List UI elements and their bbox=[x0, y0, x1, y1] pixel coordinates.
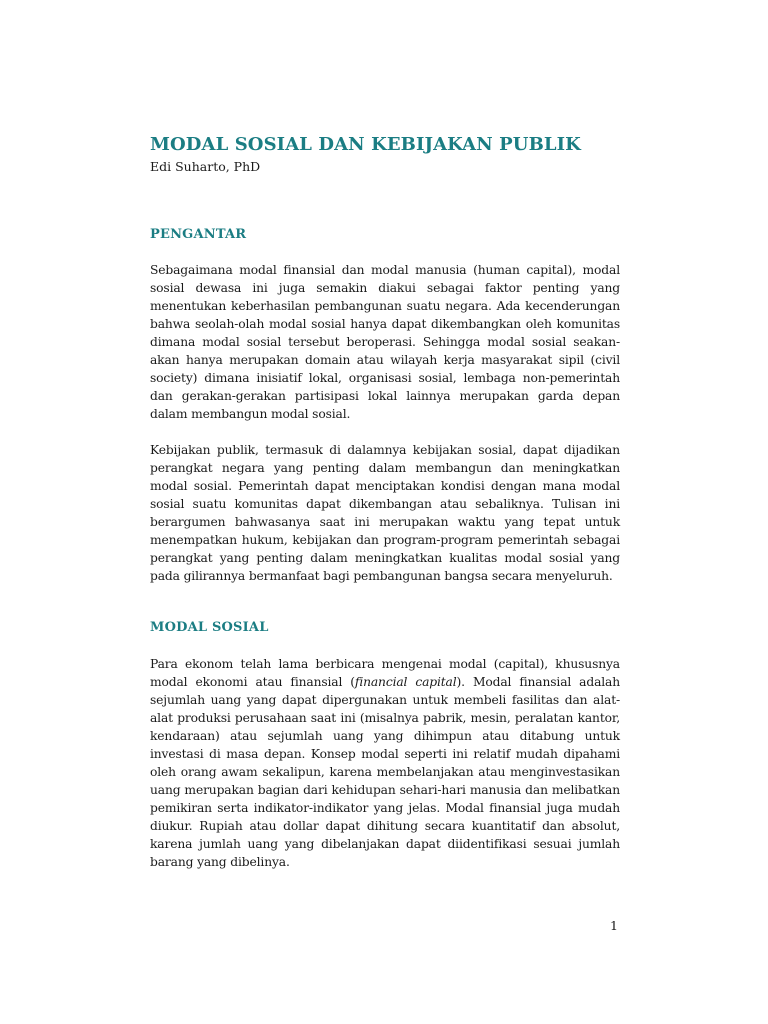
author-name: Edi Suharto, PhD bbox=[150, 159, 261, 174]
document-page bbox=[150, 132, 620, 871]
page-number: 1 bbox=[610, 918, 618, 933]
paragraph-text-part: Para ekonom telah lama berbicara mengenai modal (capital), khususnya modal ekonomi atau finansial ( bbox=[150, 657, 620, 689]
paragraph-pengantar-2: Kebijakan publik, termasuk di dalamnya kebijakan sosial, dapat dijadikan perangkat negara yang penting dalam membangun dan meningkatkan modal sosial. Pemerintah dapat menciptakan kondisi dengan mana modal sosial suatu komunitas dapat dikembangan atau sebaliknya. Tulisan ini berargumen bahwasanya saat ini merupakan waktu yang tepat untuk menempatkan hukum, kebijakan dan program-program pemerintah sebagai perangkat yang penting dalam meningkatkan kualitas modal sosial yang pada gilirannya bermanfaat bagi pembangunan bangsa secara menyeluruh. bbox=[150, 443, 620, 583]
section-heading-pengantar: PENGANTAR bbox=[150, 227, 247, 242]
italic-term: financial capital bbox=[354, 675, 457, 689]
paragraph-modal-sosial-1 bbox=[150, 655, 620, 871]
paragraph-pengantar-1: Sebagaimana modal finansial dan modal manusia (human capital), modal sosial dewasa ini juga semakin diakui sebagai faktor penting yang menentukan keberhasilan pembangunan suatu negara. Ada kecenderungan bahwa seolah-olah modal sosial hanya dapat dikembangkan oleh komunitas dimana modal sosial tersebut beroperasi. Sehingga modal sosial seakan-akan hanya merupakan domain atau wilayah kerja masyarakat sipil (civil society) dimana inisiatif lokal, organisasi sosial, lembaga non-pemerintah dan gerakan-gerakan partisipasi lokal lainnya merupakan garda depan dalam membangun modal sosial. bbox=[150, 263, 620, 421]
document-title: MODAL SOSIAL DAN KEBIJAKAN PUBLIK bbox=[150, 134, 581, 155]
paragraph-text-part: ). Modal finansial adalah sejumlah uang yang dapat dipergunakan untuk membeli fasilitas dan alat-alat produksi perusahaan saat ini (misalnya pabrik, mesin, peralatan kantor, kendaraan) atau sejumlah uang yang dihimpun atau ditabung untuk investasi di masa depan. Konsep modal seperti ini relatif mudah dipahami oleh orang awam sekalipun, karena membelanjakan atau menginvestasikan uang merupakan bagian dari kehidupan sehari-hari manusia dan melibatkan pemikiran serta indikator-indikator yang jelas. Modal finansial juga mudah diukur. Rupiah atau dollar dapat dihitung secara kuantitatif dan absolut, karena jumlah uang yang dibelanjakan dapat diidentifikasi sesuai jumlah barang yang dibelinya. bbox=[150, 675, 620, 869]
section-heading-modal-sosial: MODAL SOSIAL bbox=[150, 620, 269, 635]
